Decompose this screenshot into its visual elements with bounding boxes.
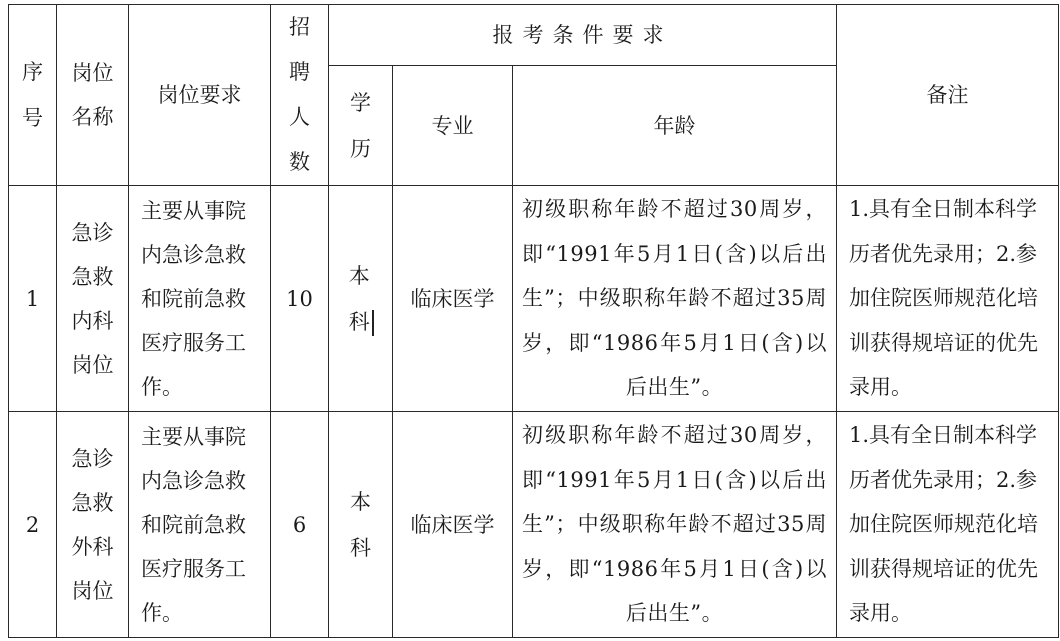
header-seq-label: 序号 [22,60,43,130]
row-position-name [57,186,129,412]
header-seq [9,5,57,186]
header-position-requirement-label: 岗位要求 [157,83,242,107]
header-position-requirement [129,5,271,186]
row-requirement-value: 主要从事院内急诊急救和院前急救医疗服务工作。 [141,198,246,399]
row-education[interactable] [329,186,393,412]
row-education [329,412,393,638]
header-remarks [837,5,1059,186]
row-position-name [57,412,129,638]
header-conditions-label: 报考条件要求 [492,23,673,47]
row-position-name-value: 急诊急救内科岗位 [71,220,114,377]
row-requirement-value: 主要从事院内急诊急救和院前急救医疗服务工作。 [141,424,246,625]
row-headcount-value: 6 [292,512,307,537]
row-seq [9,412,57,638]
row-headcount-value: 10 [286,286,313,311]
row-requirement [129,186,271,412]
row-remarks-value: 1.具有全日制本科学历者优先录用；2.参加住院医师规范化培训获得规培证的优先录用。 [849,197,1039,400]
row-major [393,412,513,638]
header-position-name-label: 岗位名称 [71,61,114,129]
text-cursor [372,310,374,336]
header-major-label: 专业 [431,113,474,138]
header-position-name [57,5,129,186]
header-education [329,66,393,186]
row-age [513,186,837,412]
header-age [513,66,837,186]
table-row [9,412,1059,638]
row-age-value: 初级职称年龄不超过30周岁，即“1991年5月1日(含)以后出生”；中级职称年龄不超过35周岁，即“1986年5月1日(含)以后出生”。 [522,423,828,626]
row-major-value: 临床医学 [410,286,495,311]
header-major [393,66,513,186]
row-remarks-value: 1.具有全日制本科学历者优先录用；2.参加住院医师规范化培训获得规培证的优先录用。 [849,423,1039,626]
row-education-value: 本科 [350,489,371,560]
row-remarks [837,186,1059,412]
row-seq-value: 2 [25,512,40,537]
row-requirement [129,412,271,638]
header-conditions [329,5,837,66]
row-headcount [271,412,329,638]
row-headcount [271,186,329,412]
header-age-label: 年龄 [653,113,696,138]
header-education-label: 学历 [350,90,371,161]
header-remarks-label: 备注 [926,83,969,107]
recruitment-table [8,4,1059,638]
table-row [9,186,1059,412]
row-major [393,186,513,412]
row-seq [9,186,57,412]
header-headcount [271,5,329,186]
header-row-top [9,5,1059,66]
row-age [513,412,837,638]
row-position-name-value: 急诊急救外科岗位 [71,446,114,603]
header-headcount-label: 招聘人数 [289,15,310,174]
row-major-value: 临床医学 [410,512,495,537]
row-seq-value: 1 [25,286,40,311]
row-age-value: 初级职称年龄不超过30周岁，即“1991年5月1日(含)以后出生”；中级职称年龄不超过35周岁，即“1986年5月1日(含)以后出生”。 [522,197,828,400]
row-remarks [837,412,1059,638]
row-education-value: 本科 [348,263,370,334]
